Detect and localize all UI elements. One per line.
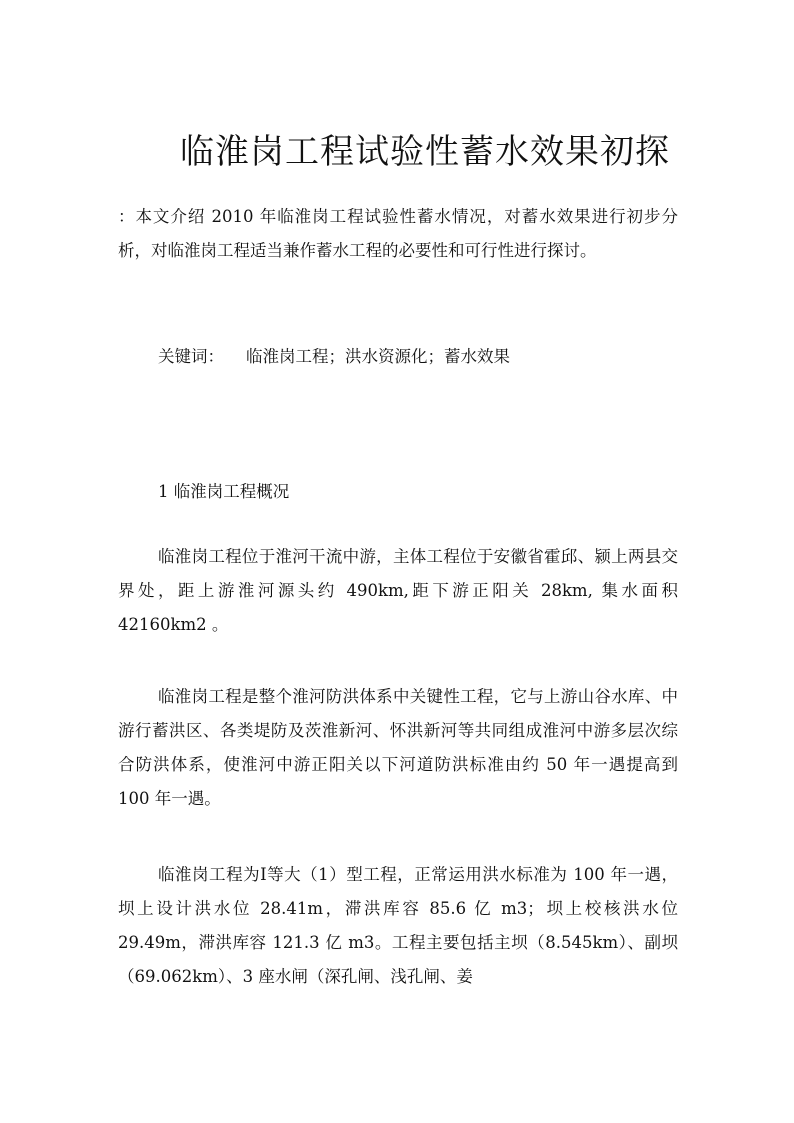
keywords-value: 临淮岗工程；洪水资源化；蓄水效果 [246, 347, 510, 366]
keywords-label: 关键词： [158, 347, 224, 366]
abstract-paragraph: ：本文介绍 2010 年临淮岗工程试验性蓄水情况，对蓄水效果进行初步分析，对临淮岗工程适当兼作蓄水工程的必要性和可行性进行探讨。 [118, 207, 678, 260]
document-title: 临淮岗工程试验性蓄水效果初探 [180, 132, 670, 172]
body-paragraph: 临淮岗工程位于淮河干流中游，主体工程位于安徽省霍邱、颍上两县交界处，距上游淮河源头约 490km,距下游正阳关 28km, 集水面积 42160km2 。 [118, 547, 678, 634]
body-paragraph: 临淮岗工程是整个淮河防洪体系中关键性工程，它与上游山谷水库、中游行蓄洪区、各类堤防及茨淮新河、怀洪新河等共同组成淮河中游多层次综合防洪体系，使淮河中游正阳关以下河道防洪标准由约 50 年一遇提高到 100 年一遇。 [118, 687, 678, 808]
body-paragraph: 临淮岗工程为Ⅰ等大（1）型工程，正常运用洪水标准为 100 年一遇，坝上设计洪水位 28.41m，滞洪库容 85.6 亿 m3；坝上校核洪水位 29.49m，滞洪库容 121.3 亿 m3。工程主要包括主坝（8.545km）、副坝（69.062km）、3 座水闸（深孔闸、浅孔闸、姜 [118, 865, 678, 986]
keywords-line [158, 340, 678, 374]
section-heading: 1 临淮岗工程概况 [158, 482, 290, 501]
